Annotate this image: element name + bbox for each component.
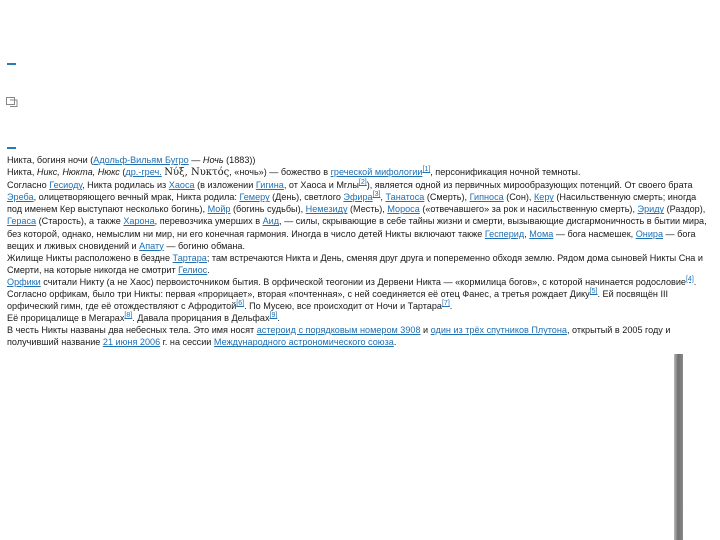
reference-link[interactable]: [5] — [589, 288, 598, 295]
image-caption: Никта, богиня ночи (Адольф-Вильям Бугро — Ночь (1883)) — [7, 155, 256, 165]
link-hades[interactable]: Аид — [262, 216, 280, 227]
link-tartarus[interactable]: Тартара — [172, 252, 207, 263]
paragraph: Никта, Никс, Нюкта, Нюкс (др.-греч. Νύξ, Νυκτός, «ночь») — божество в греческой мифологии[1], персонификация ночной темноты. — [7, 166, 581, 179]
link-thanatos[interactable]: Танатоса — [385, 192, 425, 203]
link-date-2006[interactable]: 21 июня 2006 — [102, 337, 161, 348]
link-hyginus[interactable]: Гигина — [255, 180, 284, 191]
link-greek-mythology[interactable]: греческой мифологии — [330, 167, 423, 178]
link-iau[interactable]: Международного астрономического союза — [213, 337, 394, 348]
separator-mark — [7, 63, 16, 65]
link-hemera[interactable]: Гемеру — [239, 192, 270, 203]
link-artist[interactable]: Адольф-Вильям Бугро — [93, 155, 189, 165]
paragraph: Согласно Гесиоду, Никта родилась из Хаоса (в изложении Гигина, от Хаоса и Мглы[2]), является одной из первичных мирообразующих потенций. От своего брата Эреба, олицетворяющего вечный мрак, Никта родила: Гемеру (День), светлого Эфира[3], Танатоса (Смерть), Гипноса (Сон), Керу (Насильственную смерть; иногда под именем Кер выступают несколько богинь), Мойр (богинь судьбы), Немезиду (Месть), Мороса («отвечавшего» за рок и насильственную смерть), Эриду (Раздор), Гераса (Старость), а также Харона, перевозчика умерших в Аид, — силы, скрывающие в себе тайны жизни и смерти, вызывающие дисгармоничность в бытии мира, без которой, однако, немыслим ни мир, ни его конечная гармония. Иногда в число детей Никты включают также Гесперид, Мома — бога насмешек, Онира — бога вещих и лживых сновидений и Апату — богиню обмана. — [7, 179, 707, 251]
paragraph: Жилище Никты расположено в бездне Тартара; там встречаются Никта и День, сменяя друг друга и попеременно обходя землю. Рядом дома сыновей Никты Сна и Смерти, на которые никогда не смотрит Гелиос. — [7, 252, 703, 275]
broken-image-icon — [6, 97, 18, 107]
link-eris[interactable]: Эриду — [637, 204, 665, 215]
paragraph: Её прорицалище в Мегарах[8]. Давала прорицания в Дельфах[9]. — [7, 312, 280, 324]
link-moirai[interactable]: Мойр — [207, 204, 231, 215]
paragraph: Орфики считали Никту (а не Хаос) первоисточником бытия. В орфической теогонии из Дервени Никта — «кормилица богов», с которой начинается родословие[4]. Согласно орфикам, было три Никты: первая «прорицает», вторая «почтенная», с ней соединяется её отец Фанес, а третья рождает Дику[5]. Ей посвящён III орфический гимн, где её отождествляют с Афродитой[6]. По Мусею, все происходит от Ночи и Тартара[7]. — [7, 275, 697, 312]
link-pluto-moon[interactable]: один из трёх спутников Плутона — [430, 325, 567, 336]
link-aether[interactable]: Эфира — [343, 192, 373, 203]
reference-link[interactable]: [4] — [685, 275, 694, 283]
link-asteroid-3908[interactable]: астероид с порядковым номером 3908 — [256, 325, 421, 336]
link-nemesis[interactable]: Немезиду — [305, 204, 348, 215]
link-hypnos[interactable]: Гипноса — [469, 192, 504, 203]
greek-name: Νύξ, Νυκτός — [164, 167, 230, 179]
article-body — [7, 154, 713, 349]
link-momus[interactable]: Мома — [529, 228, 554, 239]
reference-link[interactable]: [2] — [358, 179, 367, 187]
reference-link[interactable]: [3] — [372, 191, 381, 199]
link-hesiod[interactable]: Гесиоду — [49, 180, 83, 191]
reference-link[interactable]: [1] — [422, 166, 431, 174]
link-hesperides[interactable]: Гесперид — [484, 228, 525, 239]
separator-mark — [7, 147, 16, 149]
reference-link[interactable]: [9] — [269, 312, 278, 320]
link-geras[interactable]: Гераса — [7, 216, 37, 227]
link-charon[interactable]: Харона — [123, 216, 155, 227]
paragraph: В честь Никты названы два небесных тела. Это имя носят астероид с порядковым номером 3908 и один из трёх спутников Плутона, открытый в 2005 году и получивший название 21 июня 2006 г. на сессии Международного астрономического союза. — [7, 325, 671, 348]
link-moros[interactable]: Мороса — [387, 204, 420, 215]
link-helios[interactable]: Гелиос — [178, 264, 208, 275]
image-strip — [674, 354, 683, 540]
reference-link[interactable]: [7] — [441, 300, 450, 308]
link-oneiros[interactable]: Онира — [635, 228, 664, 239]
link-chaos[interactable]: Хаоса — [168, 180, 195, 191]
link-apate[interactable]: Апату — [139, 240, 164, 251]
reference-link[interactable]: [6] — [236, 300, 245, 308]
link-ancient-greek[interactable]: др.-греч. — [125, 167, 162, 178]
reference-link[interactable]: [8] — [124, 312, 133, 320]
link-kera[interactable]: Керу — [533, 192, 554, 203]
link-erebus[interactable]: Эреба — [7, 192, 34, 203]
link-orphics[interactable]: Орфики — [7, 276, 41, 287]
